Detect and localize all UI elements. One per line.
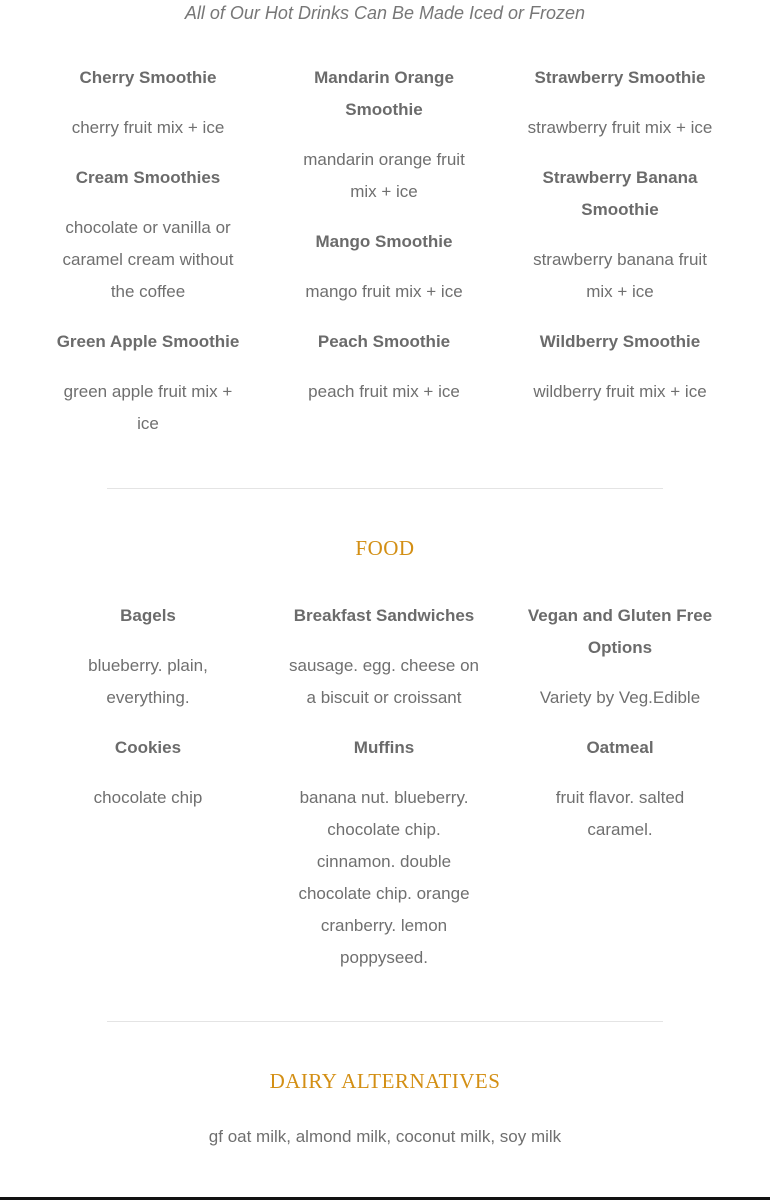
item-description: Variety by Veg.Edible — [539, 688, 701, 707]
item-name: Mango Smoothie — [315, 232, 453, 251]
menu-item — [52, 600, 244, 714]
menu-item — [524, 600, 716, 714]
item-name: Strawberry Banana Smoothie — [542, 168, 698, 219]
item-name: Vegan and Gluten Free Options — [527, 606, 713, 657]
item-description: fruit flavor. salted caramel. — [555, 788, 685, 839]
smoothies-column-3 — [502, 62, 738, 458]
item-name: Bagels — [120, 606, 176, 625]
menu-item — [52, 326, 244, 440]
smoothies-column-1 — [30, 62, 266, 458]
item-name: Cookies — [114, 738, 182, 757]
item-description: strawberry banana fruit mix + ice — [533, 250, 707, 301]
item-description: wildberry fruit mix + ice — [533, 382, 707, 401]
menu-item — [305, 226, 462, 308]
item-description: blueberry. plain, everything. — [88, 656, 208, 707]
item-description: mango fruit mix + ice — [305, 282, 463, 301]
menu-item — [533, 326, 706, 408]
item-description: green apple fruit mix + ice — [63, 382, 233, 433]
menu-item — [524, 162, 716, 308]
item-description: chocolate or vanilla or caramel cream without the coffee — [62, 218, 234, 301]
menu-item — [524, 732, 716, 846]
item-name: Oatmeal — [586, 738, 654, 757]
item-name: Wildberry Smoothie — [539, 332, 701, 351]
food-column-2 — [266, 600, 502, 992]
item-name: Strawberry Smoothie — [534, 68, 706, 87]
item-description: peach fruit mix + ice — [308, 382, 460, 401]
menu-item — [288, 600, 480, 714]
food-section-title: FOOD — [355, 536, 415, 560]
item-name: Muffins — [353, 738, 415, 757]
item-name: Green Apple Smoothie — [56, 332, 240, 351]
section-divider — [107, 488, 663, 489]
menu-item — [308, 326, 460, 408]
item-name: Cherry Smoothie — [79, 68, 217, 87]
drinks-note: All of Our Hot Drinks Can Be Made Iced or Frozen — [184, 3, 586, 23]
item-description: mandarin orange fruit mix + ice — [303, 150, 465, 201]
dairy-section-title: DAIRY ALTERNATIVES — [269, 1069, 501, 1093]
smoothies-column-2 — [266, 62, 502, 458]
item-name: Mandarin Orange Smoothie — [314, 68, 454, 119]
item-description: strawberry fruit mix + ice — [527, 118, 713, 137]
food-grid — [30, 600, 740, 992]
item-description: sausage. egg. cheese on a biscuit or croissant — [289, 656, 479, 707]
food-column-1 — [30, 600, 266, 992]
item-description: cherry fruit mix + ice — [71, 118, 225, 137]
menu-item — [288, 732, 480, 974]
item-name: Peach Smoothie — [317, 332, 451, 351]
section-divider — [107, 1021, 663, 1022]
item-name: Cream Smoothies — [75, 168, 221, 187]
menu-item — [528, 62, 713, 144]
dairy-alternatives-list: gf oat milk, almond milk, coconut milk, soy milk — [208, 1127, 562, 1146]
item-name: Breakfast Sandwiches — [293, 606, 475, 625]
menu-item — [94, 732, 203, 814]
menu-item — [52, 162, 244, 308]
item-description: chocolate chip — [93, 788, 203, 807]
smoothies-grid — [30, 62, 740, 458]
food-column-3 — [502, 600, 738, 992]
item-description: banana nut. blueberry. chocolate chip. cinnamon. double chocolate chip. orange cranberry. lemon poppyseed. — [298, 788, 470, 967]
menu-item — [72, 62, 225, 144]
menu-item — [288, 62, 480, 208]
